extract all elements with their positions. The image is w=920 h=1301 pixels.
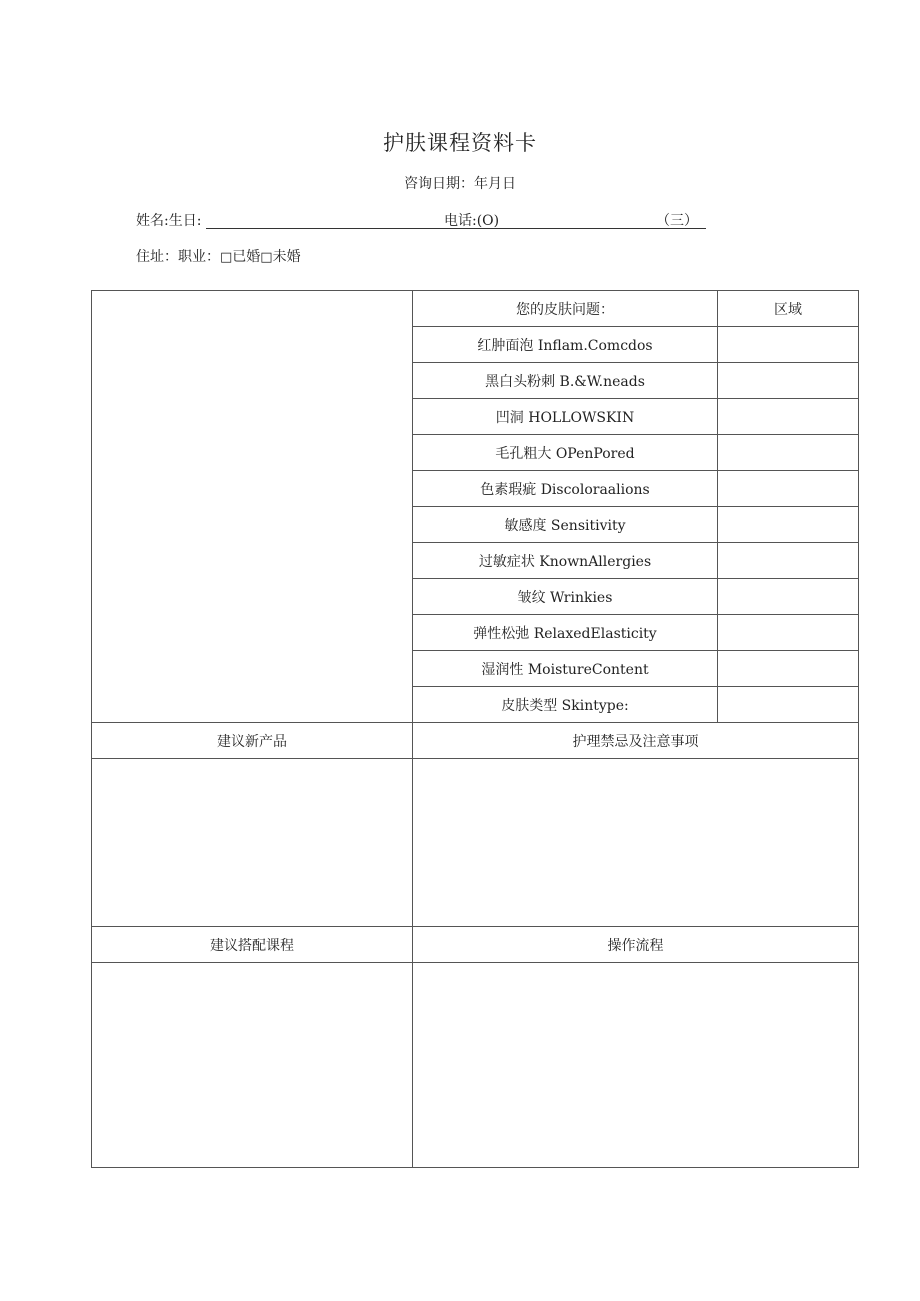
phone-suffix: （三） [656,213,698,229]
married-label: 已婚 [232,249,261,265]
skin-problem-label: 皱纹 Wrinkies [413,579,718,615]
address-label: 住址：职业： [136,249,220,265]
skin-area-field[interactable] [718,363,859,399]
skin-problem-label: 毛孔粗大 OPenPored [413,435,718,471]
skin-area-field[interactable] [718,579,859,615]
skin-problem-label: 皮肤类型 Skintype: [413,687,718,723]
page-title: 护肤课程资料卡 [383,131,537,155]
skin-header-row [92,291,859,327]
new-products-header: 建议新产品 [92,723,413,759]
header-area: 区域 [718,291,859,327]
skin-area-field[interactable] [718,435,859,471]
procedure-header: 操作流程 [413,927,859,963]
skin-problem-label: 弹性松弛 RelaxedElasticity [413,615,718,651]
skin-problem-label: 过敏症状 KnownAllergies [413,543,718,579]
unmarried-label: 未婚 [272,249,301,265]
skin-area-field[interactable] [718,615,859,651]
section-content-row [92,963,859,1168]
skin-course-table [91,290,859,1168]
section-header-row [92,723,859,759]
name-birth-label: 姓名:生日: [136,213,202,229]
skin-area-field[interactable] [718,543,859,579]
married-checkbox[interactable]: □ [220,250,233,265]
section-content-row [92,759,859,927]
address-line [136,246,301,266]
skin-area-field[interactable] [718,651,859,687]
phone-label: 电话:(O) [444,213,500,229]
skin-problem-label: 凹洞 HOLLOWSKIN [413,399,718,435]
skin-problem-label: 红肿面泡 Inflam.Comcdos [413,327,718,363]
name-phone-line [136,210,706,232]
header-skin-problem: 您的皮肤问题： [413,291,718,327]
care-notes-header: 护理禁忌及注意事项 [413,723,859,759]
procedure-field[interactable] [413,963,859,1168]
skin-diagram-area[interactable] [92,291,413,723]
skin-area-field[interactable] [718,507,859,543]
skin-area-field[interactable] [718,327,859,363]
skin-area-field[interactable] [718,399,859,435]
skin-problem-label: 黑白头粉刺 B.&W.neads [413,363,718,399]
skin-area-field[interactable] [718,471,859,507]
birth-field[interactable] [206,228,446,229]
skin-problem-label: 敏感度 Sensitivity [413,507,718,543]
skin-area-field[interactable] [718,687,859,723]
skin-problem-label: 色素瑕疵 Discoloraalions [413,471,718,507]
skin-problem-label: 湿润性 MoistureContent [413,651,718,687]
courses-field[interactable] [92,963,413,1168]
new-products-field[interactable] [92,759,413,927]
unmarried-checkbox[interactable]: □ [260,250,273,265]
section-header-row [92,927,859,963]
courses-header: 建议搭配课程 [92,927,413,963]
care-notes-field[interactable] [413,759,859,927]
consult-date: 咨询日期：年月日 [404,176,516,192]
